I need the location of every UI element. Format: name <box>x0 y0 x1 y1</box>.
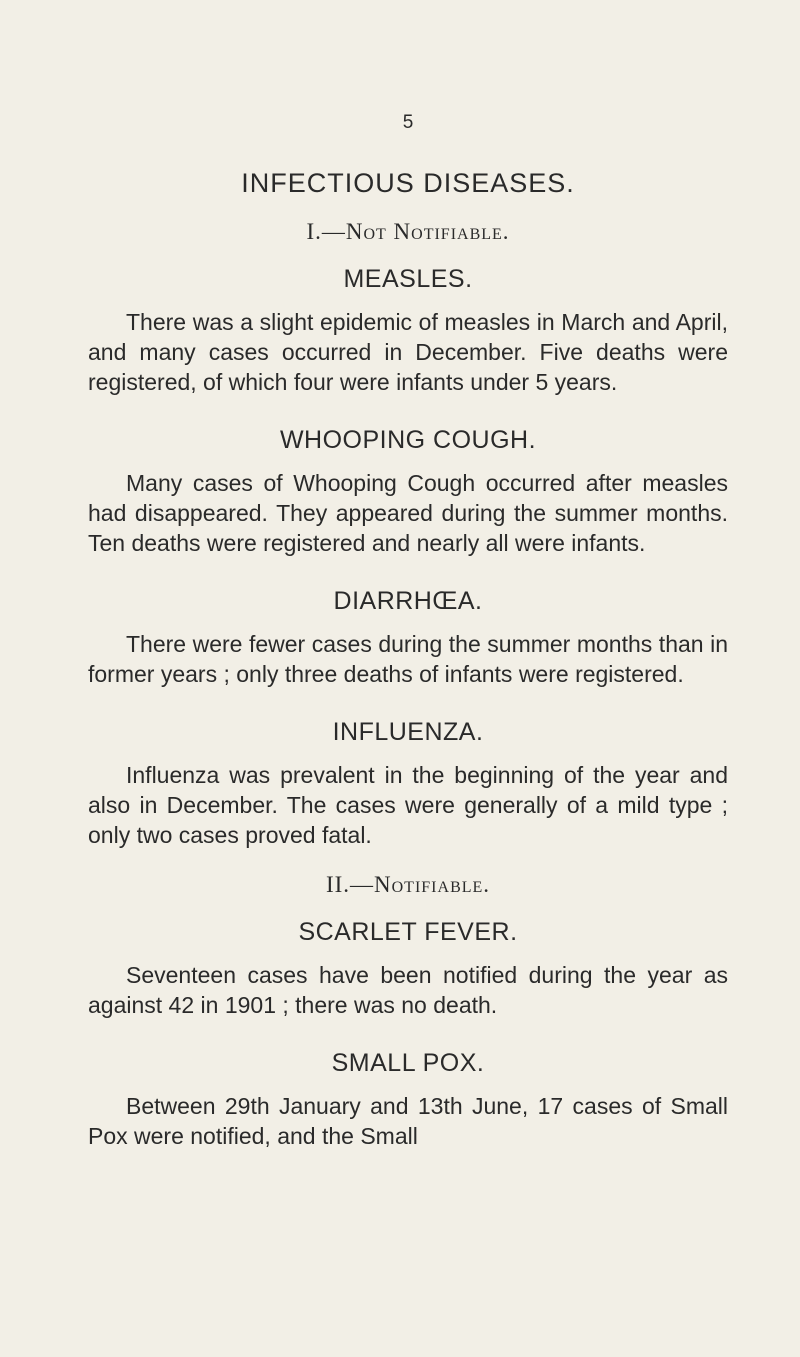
part-heading-not-notifiable: I.—Not Notifiable. <box>306 219 510 244</box>
section-heading-influenza: INFLUENZA. <box>332 718 484 746</box>
page-number: 5 <box>402 112 414 133</box>
paragraph-small-pox: Between 29th January and 13th June, 17 cases of Small Pox were notified, and the Small <box>88 1093 728 1149</box>
section-heading-diarrhoea: DIARRHŒA. <box>333 587 483 615</box>
paragraph-measles: There was a slight epidemic of measles in March and April, and many cases occurred in December. Five deaths were registered, of which four were infants under 5 years. <box>88 309 728 395</box>
section-heading-scarlet-fever: SCARLET FEVER. <box>298 918 518 946</box>
section-heading-whooping-cough: WHOOPING COUGH. <box>279 426 537 454</box>
page-title: INFECTIOUS DISEASES. <box>241 168 575 198</box>
paragraph-whooping-cough: Many cases of Whooping Cough occurred after measles had disappeared. They appeared during the summer months. Ten deaths were registered and nearly all were infants. <box>88 470 728 556</box>
section-heading-small-pox: SMALL POX. <box>331 1049 485 1077</box>
paragraph-scarlet-fever: Seventeen cases have been notified during the year as against 42 in 1901 ; there was no death. <box>88 962 728 1018</box>
paragraph-influenza: Influenza was prevalent in the beginning of the year and also in December. The cases were generally of a mild type ; only two cases proved fatal. <box>88 762 728 848</box>
part-heading-notifiable: II.—Notifiable. <box>325 872 491 897</box>
paragraph-diarrhoea: There were fewer cases during the summer months than in former years ; only three deaths of infants were registered. <box>88 631 728 687</box>
document-page <box>88 112 728 1180</box>
section-heading-measles: MEASLES. <box>343 265 473 293</box>
